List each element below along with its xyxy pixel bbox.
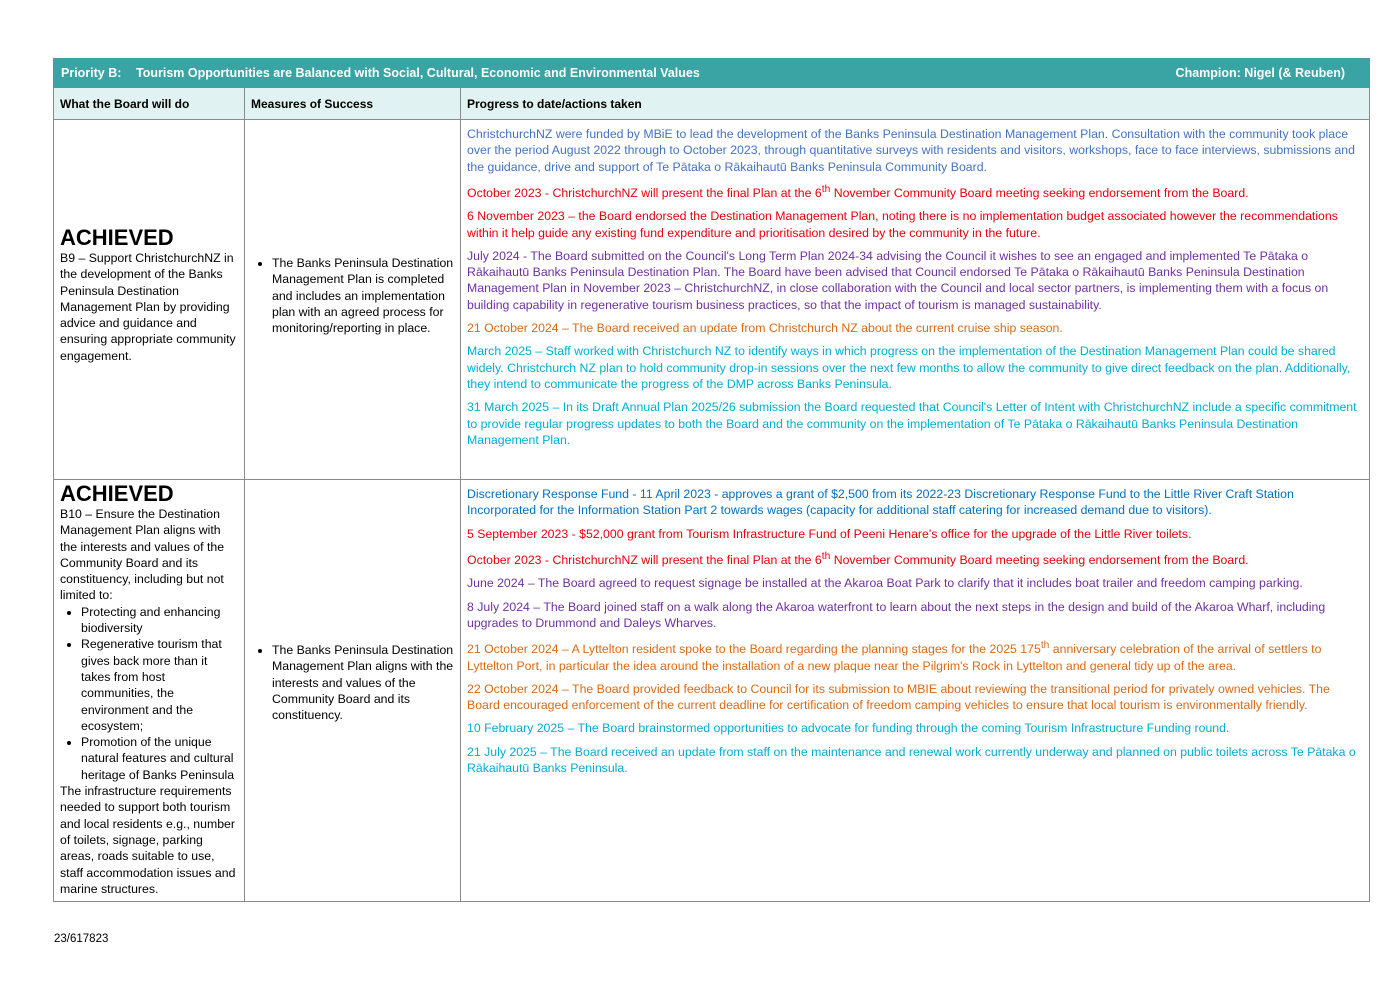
status-achieved: ACHIEVED xyxy=(60,225,174,250)
board-bullet: • Protecting and enhancing biodiversity xyxy=(81,604,238,637)
progress-entry: Discretionary Response Fund - 11 April 2023 - approves a grant of $2,500 from its 2022-23 Discretionary Response Fund to the Little River Craft Station Incorporated for the Information Station Part 2 towards wages (capacity for additional staff catering for increased demand due to visitors). xyxy=(467,487,1294,518)
progress-cell xyxy=(461,120,1370,480)
progress-entry: ChristchurchNZ were funded by MBiE to lead the development of the Banks Peninsula Destination Management Plan. Consultation with the community took place over the period August 2022 through to October 2023, through quantitative surveys with residents and visitors, workshops, face to face interviews, submissions and the guidance, drive and support of Te Pātaka o Rākaihautū Banks Peninsula Community Board. xyxy=(467,127,1355,174)
table-row-b9 xyxy=(54,120,1370,480)
progress-entry: 8 July 2024 – The Board joined staff on a walk along the Akaroa waterfront to learn about the next steps in the design and build of the Akaroa Wharf, including upgrades to Drummond and Daleys Wharves. xyxy=(467,599,1326,630)
measures-list xyxy=(251,255,454,336)
document-reference: 23/617823 xyxy=(54,933,109,945)
progress-entry: 5 September 2023 - $52,000 grant from Tourism Infrastructure Fund of Peeni Henare's office for the upgrade of the Little River toilets. xyxy=(467,526,1192,541)
column-header-row xyxy=(54,88,1370,120)
progress-entry: 21 October 2024 – A Lyttelton resident spoke to the Board regarding the planning stages for the 2025 175th anniversary celebration of the arrival of settlers to Lyttelton Port, in particular the idea around the installation of a new plaque near the Pilgrim's Rock in Lyttelton and general tidy up of the area. xyxy=(467,640,1322,673)
priority-title: Tourism Opportunities are Balanced with Social, Cultural, Economic and Environmental Values xyxy=(136,66,700,80)
board-bullets xyxy=(60,604,238,783)
measure-item: • The Banks Peninsula Destination Management Plan aligns with the interests and values of the Community Board and its constituency. xyxy=(272,642,454,723)
priority-banner xyxy=(54,59,1370,88)
status-achieved: ACHIEVED xyxy=(60,481,174,506)
progress-entry: 22 October 2024 – The Board provided feedback to Council for its submission to MBIE about reviewing the transitional period for privately owned vehicles. The Board encouraged enforcement of the current deadline for certification of freedom camping vehicles to ensure that local tourism is environmentally friendly. xyxy=(467,681,1330,713)
measures-cell xyxy=(245,120,461,480)
progress-entry: 31 March 2025 – In its Draft Annual Plan 2025/26 submission the Board requested that Council's Letter of Intent with ChristchurchNZ include a specific commitment to provide regular progress updates to both the Board and the community on the implementation of Te Pātaka o Rākaihautū Banks Peninsula Destination Management Plan. xyxy=(467,400,1357,447)
board-cell xyxy=(54,120,245,480)
header-measures: Measures of Success xyxy=(245,88,461,120)
progress-entry: 21 October 2024 – The Board received an update from Christchurch NZ about the current cruise ship season. xyxy=(467,321,1063,336)
progress-entry: October 2023 - ChristchurchNZ will present the final Plan at the 6th November Community Board meeting seeking endorsement from the Board. xyxy=(467,550,1249,567)
table-row-b10 xyxy=(54,480,1370,902)
priority-heading xyxy=(61,66,700,80)
header-progress: Progress to date/actions taken xyxy=(461,88,1370,120)
progress-entry: July 2024 - The Board submitted on the Council's Long Term Plan 2024-34 advising the Council it wishes to see an engaged and implemented Te Pātaka o Rākaihautū Banks Peninsula Destination Plan. The Board have been advised that Council endorsed Te Pātaka o Rākaihautū Banks Peninsula Destination Management Plan in November 2023 – ChristchurchNZ, in close collaboration with the Council and local sector partners, is implementing them with a focus on building capability in regenerative tourism business practices, so that the impact of tourism is managed sustainability. xyxy=(467,248,1329,312)
progress-entry: 21 July 2025 – The Board received an update from staff on the maintenance and renewal work currently underway and planned on public toilets across Te Pātaka o Rākaihautū Banks Peninsula. xyxy=(467,744,1356,776)
board-bullet: • Promotion of the unique natural features and cultural heritage of Banks Peninsula xyxy=(81,734,238,783)
progress-entry: October 2023 - ChristchurchNZ will present the final Plan at the 6th November Community Board meeting seeking endorsement from the Board. xyxy=(467,183,1249,200)
progress-entry: 6 November 2023 – the Board endorsed the Destination Management Plan, noting there is no implementation budget associated however the recommendations within it help guide any existing fund expenditure and prioritisation desired by the community in the future. xyxy=(467,209,1338,240)
measure-item: • The Banks Peninsula Destination Management Plan is completed and includes an implementation plan with an agreed process for monitoring/reporting in place. xyxy=(272,255,454,336)
progress-entry: 10 February 2025 – The Board brainstormed opportunities to advocate for funding through the coming Tourism Infrastructure Funding round. xyxy=(467,721,1230,736)
board-cell xyxy=(54,480,245,902)
priority-label: Priority B: xyxy=(61,66,122,80)
priority-table xyxy=(53,58,1370,902)
priority-table-container xyxy=(53,58,1370,902)
board-bullet: • Regenerative tourism that gives back more than it takes from host communities, the environment and the ecosystem; xyxy=(81,636,238,734)
board-tail: The infrastructure requirements needed to support both tourism and local residents e.g., number of toilets, signage, parking areas, roads suitable to use, staff accommodation issues and marine structures. xyxy=(60,784,236,896)
header-board-will-do: What the Board will do xyxy=(54,88,245,120)
champion-label: Champion: Nigel (& Reuben) xyxy=(1175,66,1345,80)
board-text: B10 – Ensure the Destination Management Plan aligns with the interests and values of the Community Board and its constituency, including but not limited to: xyxy=(60,507,225,603)
board-text: B9 – Support ChristchurchNZ in the development of the Banks Peninsula Destination Management Plan by providing advice and guidance and ensuring appropriate community engagement. xyxy=(60,251,236,363)
measures-cell xyxy=(245,480,461,902)
progress-cell xyxy=(461,480,1370,902)
progress-entry: March 2025 – Staff worked with Christchurch NZ to identify ways in which progress on the implementation of the Destination Management Plan could be shared widely. Christchurch NZ plan to hold community drop-in sessions over the next few months to allow the community to give direct feedback on the plan. Additionally, they intend to communicate the progress of the DMP across Banks Peninsula. xyxy=(467,344,1351,391)
measures-list xyxy=(251,642,454,723)
progress-entry: June 2024 – The Board agreed to request signage be installed at the Akaroa Boat Park to clarify that it includes boat trailer and freedom camping parking. xyxy=(467,576,1303,591)
